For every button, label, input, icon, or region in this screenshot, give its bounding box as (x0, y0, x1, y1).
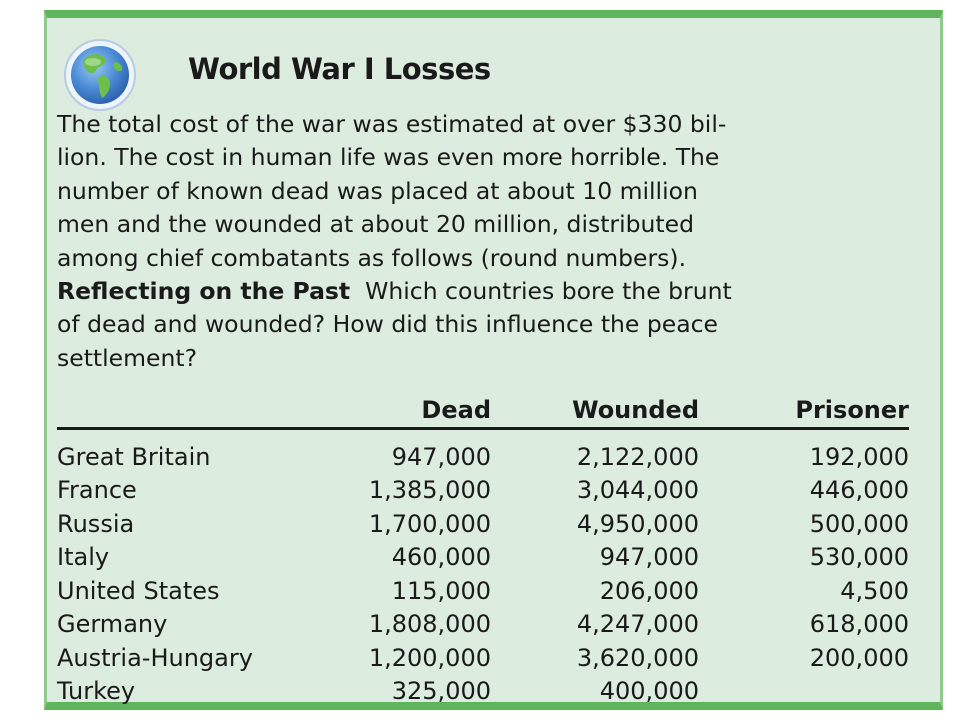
country-cell: United States (57, 576, 220, 605)
paragraph-line: lion. The cost in human life was even more horrible. The (57, 143, 720, 172)
page-title: World War I Losses (188, 52, 491, 86)
dead-cell: 1,808,000 (368, 610, 491, 639)
dead-cell: 115,000 (391, 576, 491, 605)
prisoner-cell: 446,000 (809, 476, 909, 505)
column-header-wounded: Wounded (491, 393, 699, 429)
wounded-cell: 947,000 (599, 543, 699, 572)
table-row (57, 641, 909, 675)
table-header-row (57, 393, 909, 429)
dead-cell: 1,200,000 (368, 643, 491, 672)
table-row (57, 429, 909, 474)
question-heading: Reflecting on the Past (57, 277, 351, 306)
wounded-cell: 2,122,000 (576, 442, 699, 471)
prisoner-cell: 530,000 (809, 543, 909, 572)
wounded-cell: 3,620,000 (576, 643, 699, 672)
question-text: Which countries bore the brunt (365, 277, 732, 306)
country-cell: Austria-Hungary (57, 643, 253, 672)
country-cell: Great Britain (57, 442, 211, 471)
column-header-prisoner: Prisoner (699, 393, 909, 429)
wounded-cell: 4,247,000 (576, 610, 699, 639)
table-row (57, 541, 909, 575)
question-line (57, 275, 917, 308)
prisoner-cell: 192,000 (809, 442, 909, 471)
table-row (57, 507, 909, 541)
dead-cell: 325,000 (391, 677, 491, 706)
country-cell: France (57, 476, 137, 505)
country-cell: Russia (57, 509, 135, 538)
paragraph-line: among chief combatants as follows (round numbers). (57, 243, 687, 272)
prisoner-cell (699, 675, 909, 709)
dead-cell: 947,000 (391, 442, 491, 471)
paragraph-line: men and the wounded at about 20 million, distributed (57, 210, 695, 239)
sidebar-panel (44, 10, 943, 710)
question-line: of dead and wounded? How did this influence the peace (57, 310, 719, 339)
prisoner-cell: 618,000 (809, 610, 909, 639)
prisoner-cell: 4,500 (840, 576, 909, 605)
paragraph-line: number of known dead was placed at about 10 million (57, 176, 698, 205)
wounded-cell: 400,000 (599, 677, 699, 706)
table-row (57, 574, 909, 608)
dead-cell: 1,700,000 (368, 509, 491, 538)
wounded-cell: 4,950,000 (576, 509, 699, 538)
prisoner-cell: 500,000 (809, 509, 909, 538)
prisoner-cell: 200,000 (809, 643, 909, 672)
table-row (57, 675, 909, 709)
losses-table (57, 393, 909, 708)
table-row (57, 474, 909, 508)
table-row (57, 608, 909, 642)
country-cell: Germany (57, 610, 168, 639)
dead-cell: 460,000 (391, 543, 491, 572)
column-header-dead: Dead (357, 393, 491, 429)
dead-cell: 1,385,000 (368, 476, 491, 505)
intro-paragraph (57, 108, 917, 375)
question-line: settlement? (57, 343, 198, 372)
globe-icon (63, 38, 137, 112)
country-cell: Italy (57, 543, 110, 572)
country-cell: Turkey (57, 677, 136, 706)
paragraph-line: The total cost of the war was estimated at over $330 bil- (57, 110, 727, 138)
wounded-cell: 206,000 (599, 576, 699, 605)
column-header (57, 393, 357, 429)
wounded-cell: 3,044,000 (576, 476, 699, 505)
